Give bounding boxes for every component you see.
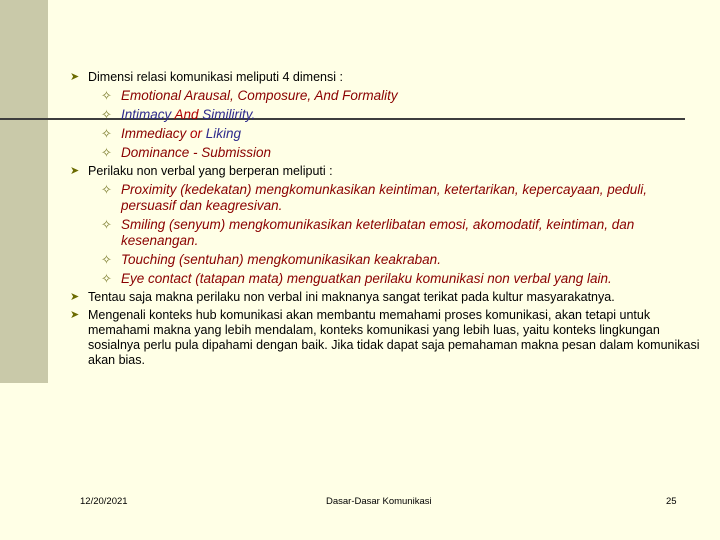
sub-bullet-intimacy [101,107,700,123]
sub-bullet-dominance [101,145,700,161]
sub-bullet-text: Smiling (senyum) mengkomunikasikan keterlibatan emosi, akomodatif, keintiman, dan kesenangan. [121,217,635,248]
diamond-star-icon: ✧ [101,107,112,122]
bullet-nonverbal [70,164,700,179]
arrow-right-icon: ➤ [70,71,80,83]
sub-bullet-text-b: Similirity. [198,107,256,122]
sub-bullet-touching [101,252,700,268]
diamond-star-icon: ✧ [101,252,112,267]
diamond-star-icon: ✧ [101,145,112,160]
footer-date: 12/20/2021 [80,496,128,507]
sub-bullet-text-a: Immediacy [121,126,191,141]
sub-bullet-immediacy [101,126,700,142]
bullet-text: Tentau saja makna perilaku non verbal ini maknanya sangat terikat pada kultur masyarakatnya. [88,290,615,304]
bullet-text: Mengenali konteks hub komunikasi akan membantu memahami proses komunikasi, akan tetapi untuk memahami makna yang lebih mendalam, konteks komunikasi yang lebih luas, yaitu konteks lingkungan sosialnya perlu pula dipahami dengan baik. Jika tidak dapat saja pemahaman makna pesan dalam komunikasi akan bias. [88,308,700,367]
sub-bullet-text: Eye contact (tatapan mata) menguatkan perilaku komunikasi non verbal yang lain. [121,271,612,286]
sub-bullet-text: Touching (sentuhan) mengkomunikasikan keakraban. [121,252,441,267]
nonverbal-list [101,182,700,287]
bullet-dimensions [70,70,700,85]
arrow-right-icon: ➤ [70,291,80,303]
sub-bullet-conjunction: or [190,126,203,141]
sub-bullet-emotional [101,88,700,104]
sub-bullet-smiling [101,217,700,249]
sub-bullet-eye-contact [101,271,700,287]
sub-bullet-proximity [101,182,700,214]
arrow-right-icon: ➤ [70,165,80,177]
sub-bullet-text: Proximity (kedekatan) mengkomunkasikan keintiman, ketertarikan, kepercayaan, peduli, persuasif dan keagresivan. [121,182,648,213]
sub-bullet-text: Dominance - Submission [121,145,272,160]
bullet-culture [70,290,700,305]
footer-title: Dasar-Dasar Komunikasi [326,496,432,507]
dimension-list [101,88,700,161]
diamond-star-icon: ✧ [101,88,112,103]
diamond-star-icon: ✧ [101,182,112,197]
diamond-star-icon: ✧ [101,126,112,141]
diamond-star-icon: ✧ [101,271,112,286]
bullet-text: Perilaku non verbal yang berperan meliputi : [88,164,333,178]
diamond-star-icon: ✧ [101,217,112,232]
sub-bullet-text-b: Liking [202,126,242,141]
slide-body [70,70,700,371]
sub-bullet-text-a: Intimacy [121,107,175,122]
left-accent-bar [0,0,48,383]
arrow-right-icon: ➤ [70,309,80,321]
sub-bullet-conjunction: And [174,107,199,122]
bullet-context [70,308,700,368]
footer-page-number: 25 [666,496,677,507]
sub-bullet-text: Emotional Arausal, Composure, And Formality [121,88,398,103]
bullet-text: Dimensi relasi komunikasi meliputi 4 dimensi : [88,70,343,84]
